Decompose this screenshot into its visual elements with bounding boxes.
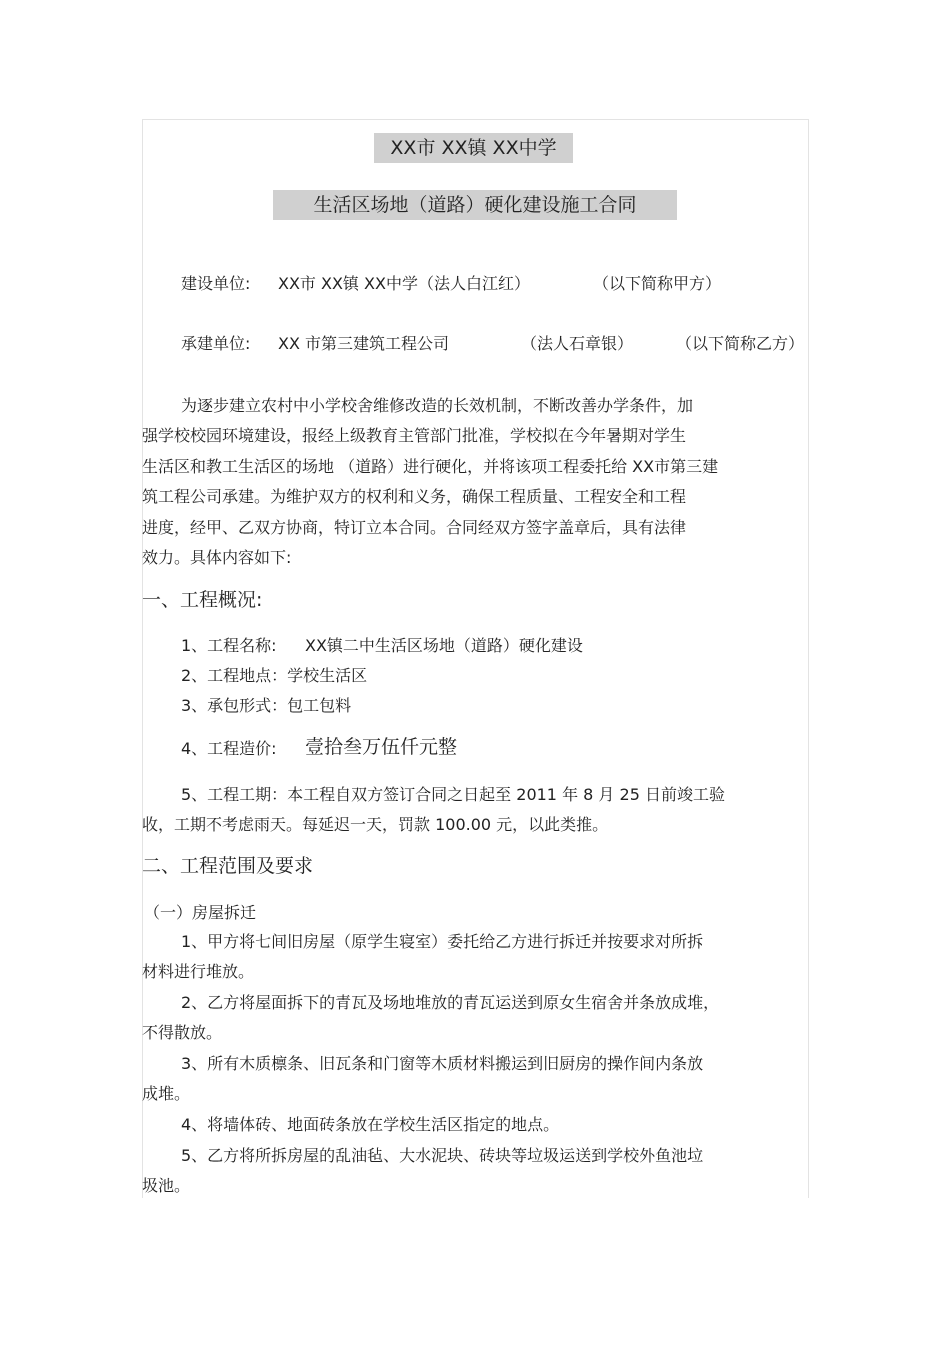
item-3: 3、承包形式：包工包料 xyxy=(181,696,352,715)
intro-line: 筑工程公司承建。为维护双方的权利和义务，确保工程质量、工程安全和工程 xyxy=(142,487,687,506)
party-a-alias: （以下简称甲方） xyxy=(593,274,722,293)
demolition-line: 不得散放。 xyxy=(142,1023,223,1042)
item-2: 2、工程地点：学校生活区 xyxy=(181,666,368,685)
party-b-name: XX 市第三建筑工程公司 xyxy=(278,334,450,353)
demolition-line: 3、所有木质檩条、旧瓦条和门窗等木质材料搬运到旧厨房的操作间内条放 xyxy=(181,1054,704,1073)
section-1-heading: 一、工程概况: xyxy=(142,589,263,611)
demolition-line: 2、乙方将屋面拆下的青瓦及场地堆放的青瓦运送到原女生宿舍并条放成堆， xyxy=(181,993,720,1012)
party-b-rep: （法人石章银） xyxy=(521,334,634,353)
item-4-value: 壹拾叁万伍仟元整 xyxy=(305,736,458,758)
intro-line: 为逐步建立农村中小学校舍维修改造的长效机制，不断改善办学条件，加 xyxy=(181,396,694,415)
party-a-name: XX市 XX镇 XX中学（法人白江红） xyxy=(278,274,530,293)
item-4-label: 4、工程造价: xyxy=(181,739,277,758)
demolition-line: 4、将墙体砖、地面砖条放在学校生活区指定的地点。 xyxy=(181,1115,560,1134)
demolition-line: 材料进行堆放。 xyxy=(142,962,255,981)
party-b-alias: （以下简称乙方） xyxy=(676,334,805,353)
item-5-line-1: 5、工程工期：本工程自双方签订合同之日起至 2011 年 8 月 25 日前竣工验 xyxy=(181,785,725,804)
intro-line: 进度，经甲、乙双方协商，特订立本合同。合同经双方签字盖章后，具有法律 xyxy=(142,518,687,537)
intro-line: 生活区和教工生活区的场地 （道路）进行硬化，并将该项工程委托给 XX市第三建 xyxy=(142,457,719,476)
title-line-1: XX市 XX镇 XX中学 xyxy=(374,133,573,163)
section-2-subheading: （一）房屋拆迁 xyxy=(144,903,257,922)
party-b-label: 承建单位: xyxy=(181,334,251,353)
demolition-line: 1、甲方将七间旧房屋（原学生寝室）委托给乙方进行拆迁并按要求对所拆 xyxy=(181,932,704,951)
party-a-label: 建设单位: xyxy=(181,274,251,293)
demolition-line: 圾池。 xyxy=(142,1176,191,1195)
intro-line: 强学校校园环境建设，报经上级教育主管部门批准，学校拟在今年暑期对学生 xyxy=(142,426,687,445)
section-2-heading: 二、工程范围及要求 xyxy=(142,855,314,877)
demolition-line: 5、乙方将所拆房屋的乱油毡、大水泥块、砖块等垃圾运送到学校外鱼池垃 xyxy=(181,1146,704,1165)
demolition-line: 成堆。 xyxy=(142,1084,191,1103)
item-1-label: 1、工程名称: xyxy=(181,636,277,655)
intro-line: 效力。具体内容如下: xyxy=(142,548,292,567)
item-5-line-2: 收，工期不考虑雨天。每延迟一天，罚款 100.00 元，以此类推。 xyxy=(142,815,609,834)
title-line-2: 生活区场地（道路）硬化建设施工合同 xyxy=(273,190,677,220)
item-1-value: XX镇二中生活区场地（道路）硬化建设 xyxy=(305,636,583,655)
